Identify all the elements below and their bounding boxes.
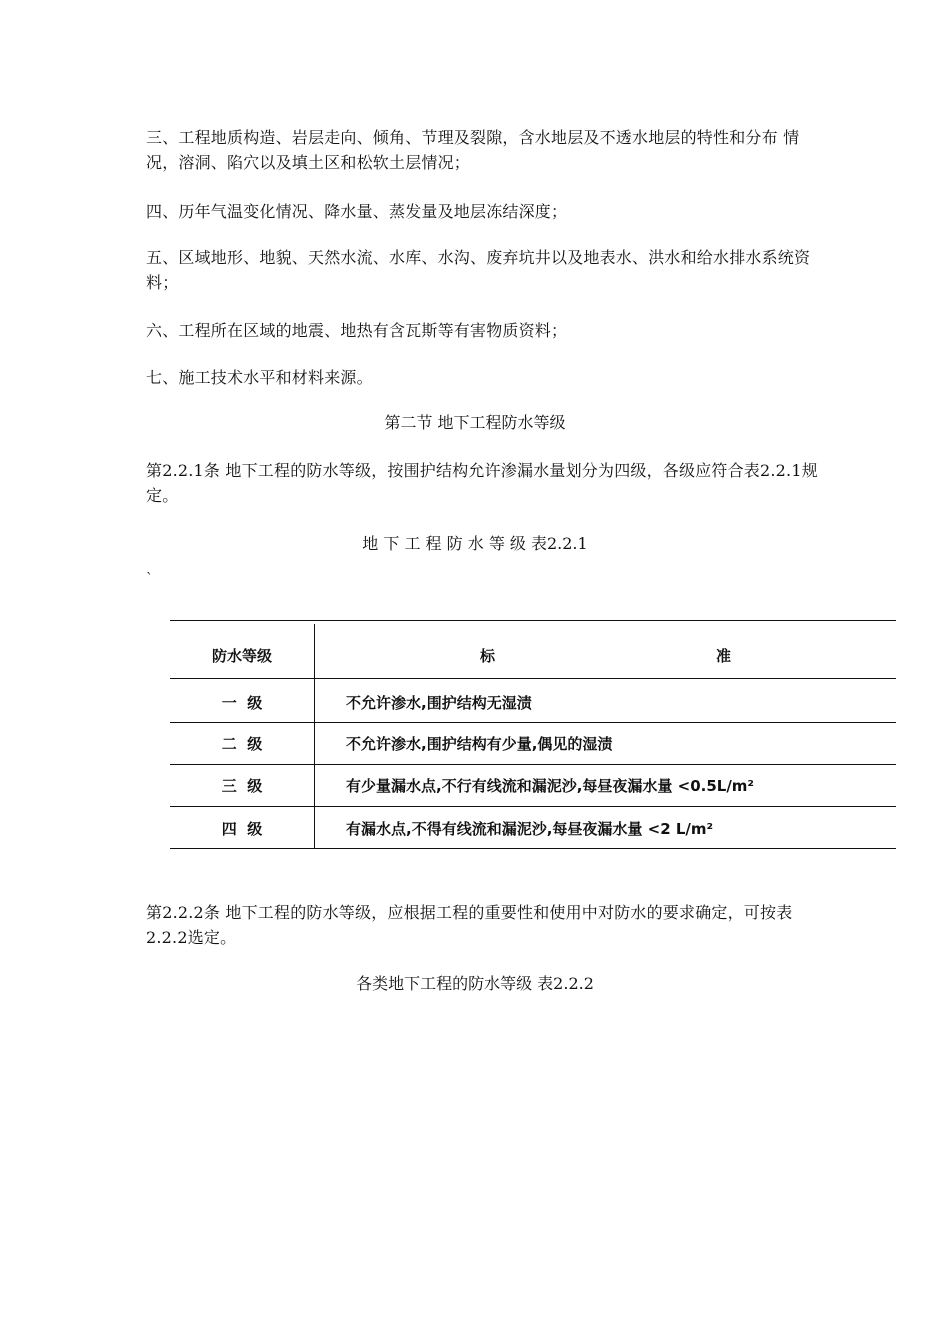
row-2-standard: 不允许渗水,围护结构有少量,偶见的湿渍 (346, 735, 613, 753)
table-rule-top (170, 620, 896, 621)
header-grade: 防水等级 (211, 647, 272, 665)
table-1-title: 地 下 工 程 防 水 等 级 表2.2.1 (362, 534, 588, 553)
waterproof-grade-table (170, 620, 896, 849)
table-rule-header (170, 678, 896, 679)
header-standard-right: 准 (716, 647, 732, 665)
row-3-grade: 三 级 (221, 777, 263, 795)
table-rule-row-1 (170, 722, 896, 723)
paragraph-earthquake: 六、工程所在区域的地震、地热有含瓦斯等有害物质资料； (146, 321, 568, 340)
row-2-grade: 二 级 (221, 735, 263, 753)
article-2-2-2: 第2.2.2条 地下工程的防水等级，应根据工程的重要性和使用中对防水的要求确定，可按表2.2.2选定。 (146, 903, 793, 947)
stray-mark: ` (146, 571, 153, 587)
header-standard-left: 标 (480, 647, 496, 665)
row-4-grade: 四 级 (221, 820, 263, 838)
paragraph-terrain: 五、区域地形、地貌、天然水流、水库、水沟、废弃坑井以及地表水、洪水和给水排水系统资料； (146, 248, 811, 292)
table-rule-bottom (170, 848, 896, 849)
row-1-grade: 一 级 (221, 694, 263, 712)
paragraph-geology: 三、工程地质构造、岩层走向、倾角、节理及裂隙，含水地层及不透水地层的特性和分布 情况，溶洞、陷穴以及填土区和松软土层情况； (146, 128, 800, 172)
row-4-standard: 有漏水点,不得有线流和漏泥沙,每昼夜漏水量 <2 L/m² (346, 820, 714, 838)
paragraph-climate: 四、历年气温变化情况、降水量、蒸发量及地层冻结深度； (146, 202, 568, 221)
table-2-title: 各类地下工程的防水等级 表2.2.2 (356, 974, 594, 993)
paragraph-construction: 七、施工技术水平和材料来源。 (146, 368, 373, 387)
table-rule-row-2 (170, 764, 896, 765)
article-2-2-1: 第2.2.1条 地下工程的防水等级，按围护结构允许渗漏水量划分为四级，各级应符合表2.2.1规定。 (146, 461, 818, 505)
row-1-standard: 不允许渗水,围护结构无湿渍 (346, 694, 532, 712)
table-rule-row-3 (170, 806, 896, 807)
section-title: 第二节 地下工程防水等级 (384, 413, 566, 432)
row-3-standard: 有少量漏水点,不行有线流和漏泥沙,每昼夜漏水量 <0.5L/m² (346, 777, 754, 795)
table-column-divider (314, 624, 315, 849)
